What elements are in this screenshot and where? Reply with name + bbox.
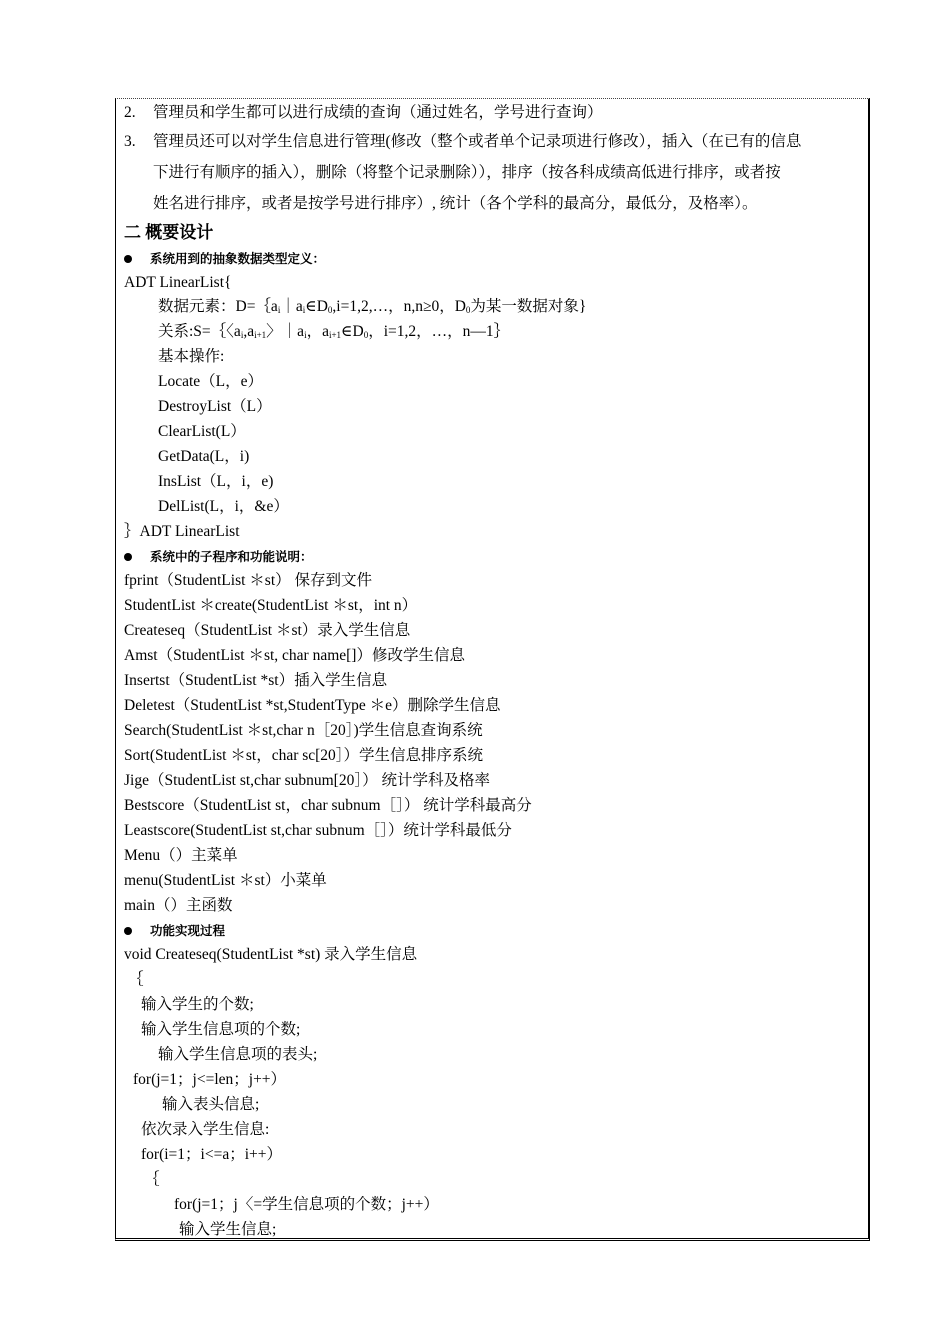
adt-close: ｝ADT LinearList (124, 523, 240, 540)
adt-op: InsList（L，i，e) (158, 473, 274, 490)
code-line: for(j=1；j<=len；j++） (133, 1071, 287, 1088)
adt-op: DelList(L，i，&e） (158, 498, 289, 515)
code-line: 输入学生信息项的个数; (141, 1021, 301, 1038)
function-line: Amst（StudentList ＊st, char name[]）修改学生信息 (124, 647, 465, 664)
bullet-dot-icon (124, 927, 132, 935)
bullet-dot-icon (124, 553, 132, 561)
code-line: ｛ (144, 1171, 160, 1188)
bullet-dot-icon (124, 255, 132, 263)
adt-ops-label: 基本操作: (158, 348, 225, 365)
function-line: Jige（StudentList st,char subnum[20］） 统计学科及格率 (124, 772, 490, 789)
function-line: Bestscore（StudentList st，char subnum［］） 统计学科最高分 (124, 797, 532, 814)
code-line: 输入学生的个数; (141, 996, 254, 1013)
code-line: for(j=1；j〈=学生信息项的个数；j++） (174, 1196, 439, 1213)
list-item-3-line2: 下进行有顺序的插入），删除（将整个记录删除）），排序（按各科成绩高低进行排序，或者按 (153, 164, 781, 181)
bullet-implementation-heading (124, 921, 225, 941)
list-item-3 (124, 132, 801, 152)
list-text: 管理员还可以对学生信息进行管理(修改（整个或者单个记录项进行修改），插入（在已有的信息 (153, 133, 802, 150)
code-line: 输入表头信息; (162, 1096, 260, 1113)
adt-relation: 关系:S=｛〈$a_i,a_{i+1}$〉$|a_i$，$a_{i+1}\in D_0$，i=1,2，…，n—1｝ (158, 323, 510, 340)
function-line: Leastscore(StudentList st,char subnum［］）统计学科最低分 (124, 822, 512, 839)
code-line: 输入学生信息; (179, 1221, 277, 1238)
code-line: 依次录入学生信息: (141, 1121, 270, 1138)
function-line: Search(StudentList ＊st,char n［20］)学生信息查询系统 (124, 722, 483, 739)
function-line: StudentList ＊create(StudentList ＊st，int n） (124, 597, 418, 614)
list-text: 管理员和学生都可以进行成绩的查询（通过姓名，学号进行查询） (153, 104, 603, 121)
function-line: Menu（）主菜单 (124, 847, 238, 864)
function-line: fprint（StudentList ＊st） 保存到文件 (124, 572, 373, 589)
code-line: 输入学生信息项的表头; (158, 1046, 318, 1063)
function-line: Sort(StudentList ＊st，char sc[20］）学生信息排序系统 (124, 747, 484, 764)
list-number: 3. (124, 133, 136, 150)
adt-op: DestroyList（L） (158, 398, 272, 415)
code-line: for(i=1；i<=a；i++） (141, 1146, 282, 1163)
section-title: 二 概要设计 (124, 223, 214, 242)
list-number: 2. (124, 104, 136, 121)
function-line: main（）主函数 (124, 897, 233, 914)
function-line: Insertst（StudentList *st）插入学生信息 (124, 672, 388, 689)
adt-op: ClearList(L） (158, 423, 246, 440)
bullet-text: 功能实现过程 (150, 923, 226, 938)
adt-op: Locate（L，e） (158, 373, 264, 390)
bullet-adt-heading (124, 249, 325, 269)
adt-op: GetData(L，i) (158, 448, 250, 465)
adt-open: ADT LinearList{ (124, 274, 232, 291)
bullet-text: 系统中的子程序和功能说明： (150, 549, 313, 564)
code-line: void Createseq(StudentList *st) 录入学生信息 (124, 946, 418, 963)
adt-data-elements: 数据元素：$D=\{a_i|a_i\in D_0,i=1,2,\dots$，n,n≥0，$D_0$为某一数据对象} (158, 298, 587, 315)
function-line: Deletest（StudentList *st,StudentType ＊e）删除学生信息 (124, 697, 501, 714)
code-line: ｛ (128, 971, 144, 988)
bullet-text: 系统用到的抽象数据类型定义： (150, 251, 326, 266)
bullet-functions-heading (124, 547, 313, 567)
function-line: Createseq（StudentList ＊st）录入学生信息 (124, 622, 411, 639)
list-item-3-line3: 姓名进行排序，或者是按学号进行排序）, 统计（各个学科的最高分，最低分，及格率）。 (153, 195, 758, 212)
list-item-2 (124, 103, 603, 123)
function-line: menu(StudentList ＊st）小菜单 (124, 872, 327, 889)
